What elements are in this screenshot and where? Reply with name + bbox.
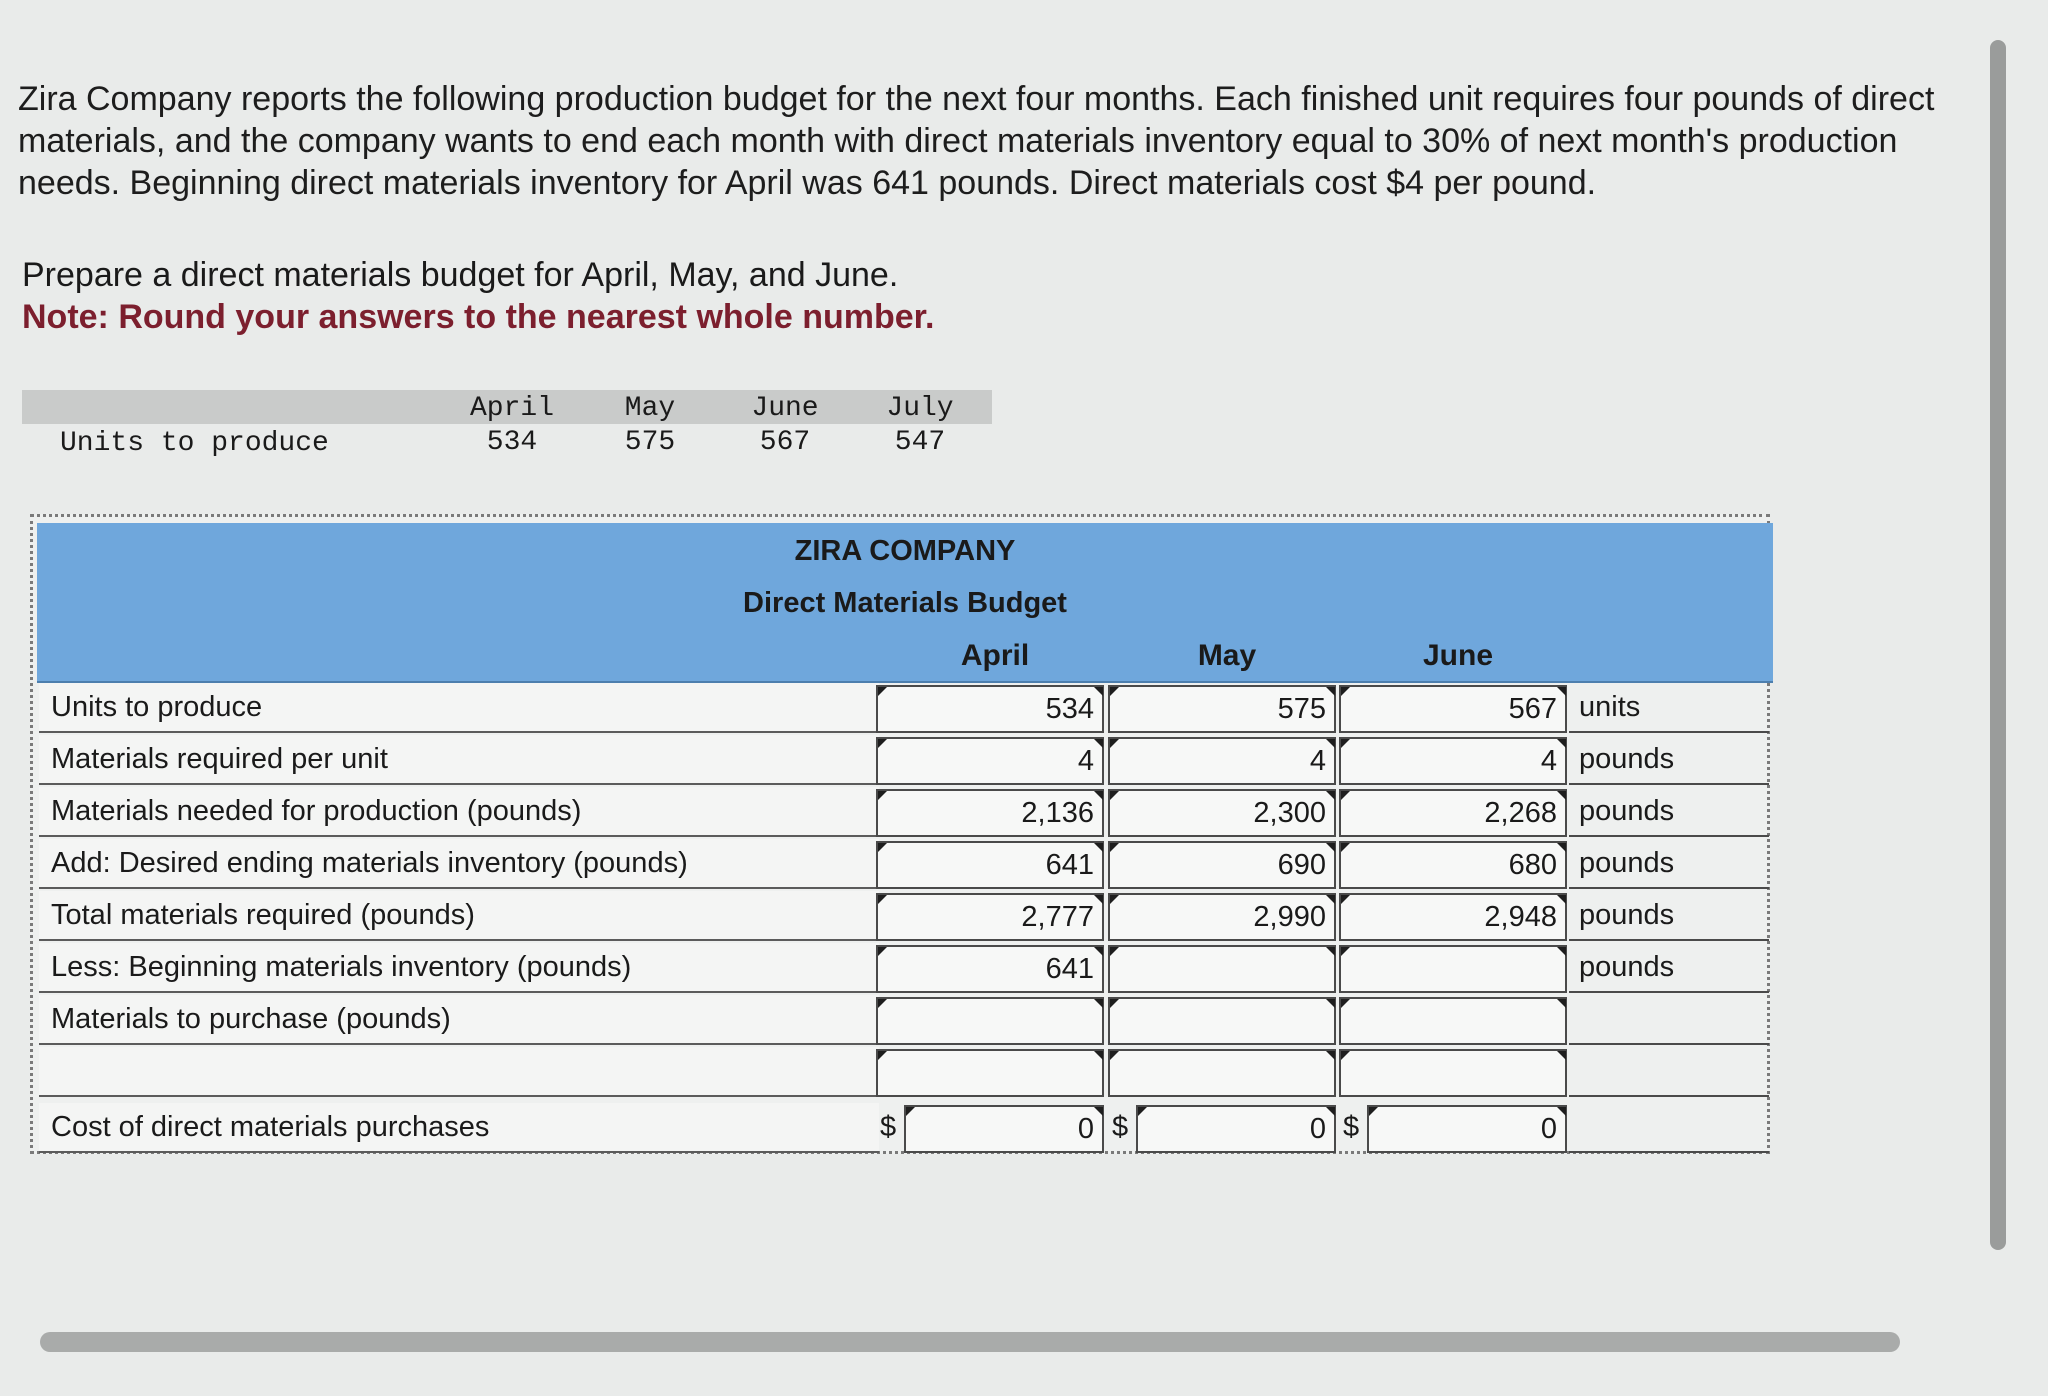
input-may[interactable]: 575 — [1108, 685, 1336, 733]
unit-label — [1569, 1049, 1769, 1097]
currency-symbol: $ — [1343, 1111, 1360, 1143]
row-label: Materials required per unit — [39, 735, 879, 785]
header-june: June — [1422, 639, 1494, 672]
input-april[interactable]: 4 — [876, 737, 1104, 785]
row-label: Materials needed for production (pounds) — [39, 787, 879, 837]
header-may: May — [1197, 639, 1257, 672]
instruction-text: Prepare a direct materials budget for April, May, and June. — [22, 256, 899, 294]
input-may[interactable]: 2,990 — [1108, 893, 1336, 941]
row-label: Materials to purchase (pounds) — [39, 995, 879, 1045]
row-label — [39, 1047, 879, 1097]
input-april[interactable]: 534 — [876, 685, 1104, 733]
horizontal-scrollbar[interactable] — [40, 1332, 1900, 1352]
unit-label: pounds — [1569, 893, 1769, 941]
unit-label — [1569, 1105, 1769, 1153]
input-april[interactable]: 641 — [876, 841, 1104, 889]
input-june[interactable]: 680 — [1339, 841, 1567, 889]
budget-title: Direct Materials Budget — [743, 587, 1067, 619]
input-june[interactable]: 0 — [1367, 1105, 1567, 1153]
header-april: April — [960, 639, 1030, 672]
unit-label: pounds — [1569, 841, 1769, 889]
unit-label: pounds — [1569, 945, 1769, 993]
input-may[interactable] — [1108, 1049, 1336, 1097]
input-june[interactable] — [1339, 997, 1567, 1045]
input-june[interactable] — [1339, 945, 1567, 993]
row-label: Cost of direct materials purchases — [39, 1103, 879, 1153]
input-may[interactable]: 0 — [1136, 1105, 1336, 1153]
input-june[interactable]: 4 — [1339, 737, 1567, 785]
company-name: ZIRA COMPANY — [794, 535, 1016, 567]
vertical-scrollbar[interactable] — [1990, 40, 2006, 1250]
production-budget-table — [22, 388, 992, 468]
unit-label: units — [1569, 685, 1769, 733]
instructions — [22, 254, 934, 338]
input-may[interactable] — [1108, 997, 1336, 1045]
input-april[interactable]: 2,136 — [876, 789, 1104, 837]
currency-symbol: $ — [1112, 1111, 1129, 1143]
prod-may: May 575 — [624, 393, 676, 458]
input-april[interactable]: 0 — [904, 1105, 1104, 1153]
input-may[interactable]: 4 — [1108, 737, 1336, 785]
input-may[interactable]: 690 — [1108, 841, 1336, 889]
input-april[interactable]: 2,777 — [876, 893, 1104, 941]
prod-june: June 567 — [751, 393, 819, 458]
input-june[interactable]: 2,268 — [1339, 789, 1567, 837]
row-label: Less: Beginning materials inventory (pounds) — [39, 943, 879, 993]
input-april[interactable] — [876, 1049, 1104, 1097]
unit-label: pounds — [1569, 737, 1769, 785]
rounding-note: Note: Round your answers to the nearest whole number. — [22, 298, 935, 336]
problem-text: Zira Company reports the following production budget for the next four months. Each finished unit requires four pounds of direct materials, and the company wants to end each month with direct materials inventory equal to 30% of next month's production needs. Beginning direct materials inventory for April was 641 pounds. Direct materials cost $4 per pound. — [18, 80, 1935, 202]
input-april[interactable]: 641 — [876, 945, 1104, 993]
currency-symbol: $ — [880, 1111, 897, 1143]
prod-july: July 547 — [886, 393, 954, 458]
direct-materials-budget — [30, 514, 1770, 1154]
input-may[interactable] — [1108, 945, 1336, 993]
units-to-produce-label: Units to produce — [60, 428, 329, 459]
input-april[interactable] — [876, 997, 1104, 1045]
problem-statement — [18, 78, 2008, 204]
input-june[interactable]: 567 — [1339, 685, 1567, 733]
input-june[interactable]: 2,948 — [1339, 893, 1567, 941]
input-june[interactable] — [1339, 1049, 1567, 1097]
unit-label — [1569, 997, 1769, 1045]
unit-label: pounds — [1569, 789, 1769, 837]
row-label: Total materials required (pounds) — [39, 891, 879, 941]
prod-april: April 534 — [469, 393, 554, 458]
row-label: Units to produce — [39, 683, 879, 733]
input-may[interactable]: 2,300 — [1108, 789, 1336, 837]
row-label: Add: Desired ending materials inventory (pounds) — [39, 839, 879, 889]
